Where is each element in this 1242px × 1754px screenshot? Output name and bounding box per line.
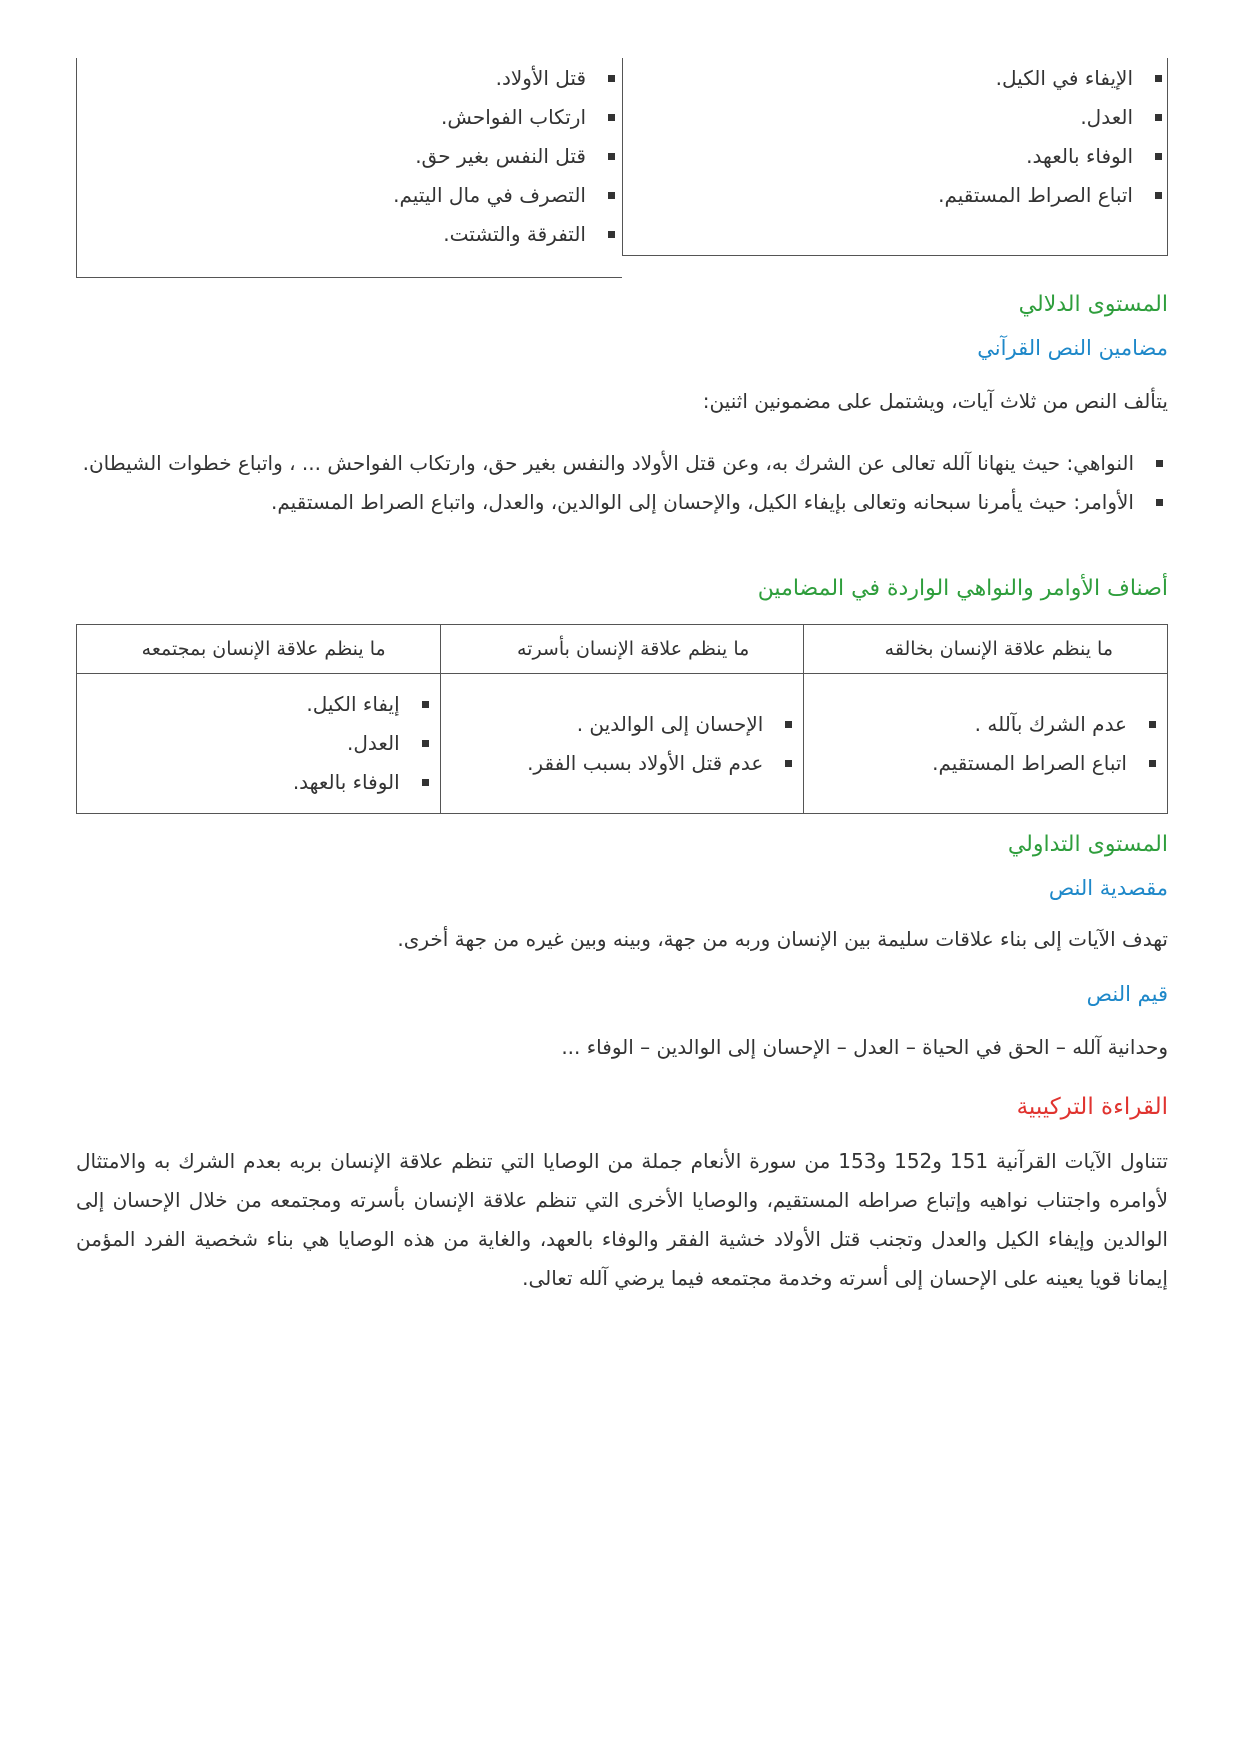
purpose-subheading: مقصدية النص xyxy=(1048,876,1168,900)
column-header: ما ينظم علاقة الإنسان بمجتمعه xyxy=(77,625,441,674)
table-row xyxy=(77,674,1168,814)
list-item: العدل. xyxy=(85,724,434,763)
square-bullet-icon xyxy=(608,114,615,121)
square-bullet-icon xyxy=(608,75,615,82)
square-bullet-icon xyxy=(422,740,429,747)
square-bullet-icon xyxy=(608,231,615,238)
list-item: التصرف في مال اليتيم. xyxy=(77,176,620,215)
square-bullet-icon xyxy=(1155,153,1162,160)
column-header: ما ينظم علاقة الإنسان بأسرته xyxy=(440,625,804,674)
column-header: ما ينظم علاقة الإنسان بخالقه xyxy=(804,625,1168,674)
square-bullet-icon xyxy=(1155,75,1162,82)
square-bullet-icon xyxy=(1149,760,1156,767)
purpose-paragraph: تهدف الآيات إلى بناء علاقات سليمة بين الإنسان وربه من جهة، وبينه وبين غيره من جهة أخرى. xyxy=(397,927,1168,951)
square-bullet-icon xyxy=(785,760,792,767)
semantic-level-heading: المستوى الدلالي xyxy=(1018,292,1168,317)
square-bullet-icon xyxy=(1155,192,1162,199)
list-item: اتباع الصراط المستقيم. xyxy=(623,176,1167,215)
square-bullet-icon xyxy=(608,153,615,160)
list-item: العدل. xyxy=(623,98,1167,137)
intro-paragraph: يتألف النص من ثلاث آيات، ويشتمل على مضمونين اثنين: xyxy=(702,389,1168,413)
synthetic-reading-paragraph: تتناول الآيات القرآنية 151 و152 و153 من سورة الأنعام جملة من الوصايا التي تنظم علاقة الإنسان بربه بعدم الشرك به والامتثال لأوامره واجتناب نواهيه وإتباع صراطه المستقيم، والوصايا الأخرى التي تنظم علاقة الإنسان بأسرته ومجتمعه من خلال الإحسان إلى الوالدين وإيفاء الكيل والعدل وتجنب قتل الأولاد خشية الفقر والوفاء بالعهد، والغاية من هذه الوصايا هي بناء شخصية الفرد المؤمن إيمانا قويا يعينه على الإحسان إلى أسرته وخدمة مجتمعه فيما يرضي آلله تعالى. xyxy=(76,1149,1168,1290)
list-item: الأوامر: حيث يأمرنا سبحانه وتعالى بإيفاء الكيل، والإحسان إلى الوالدين، والعدل، واتباع الصراط المستقيم. xyxy=(76,483,1168,522)
table-header-row xyxy=(77,625,1168,674)
square-bullet-icon xyxy=(1156,460,1163,467)
list-item: إيفاء الكيل. xyxy=(85,685,434,724)
square-bullet-icon xyxy=(608,192,615,199)
pragmatic-level-heading: المستوى التداولي xyxy=(1007,832,1168,857)
list-item: الإحسان إلى الوالدين . xyxy=(449,705,798,744)
prohibitions-column xyxy=(76,58,622,278)
square-bullet-icon xyxy=(1155,114,1162,121)
prohibitions-list xyxy=(77,59,622,254)
list-item: الوفاء بالعهد. xyxy=(85,763,434,802)
square-bullet-icon xyxy=(422,779,429,786)
synthetic-reading-heading: القراءة التركيبية xyxy=(1016,1094,1168,1120)
list-item: ارتكاب الفواحش. xyxy=(77,98,620,137)
categories-table xyxy=(76,624,1168,814)
square-bullet-icon xyxy=(1149,721,1156,728)
table-cell xyxy=(804,674,1168,814)
square-bullet-icon xyxy=(422,701,429,708)
commands-list xyxy=(623,59,1167,215)
list-item: الوفاء بالعهد. xyxy=(623,137,1167,176)
text-contents-subheading: مضامين النص القرآني xyxy=(977,336,1168,360)
list-item: عدم قتل الأولاد بسبب الفقر. xyxy=(449,744,798,783)
list-item: قتل الأولاد. xyxy=(77,59,620,98)
commands-column xyxy=(622,58,1168,256)
list-item: عدم الشرك بآلله . xyxy=(812,705,1161,744)
list-item: قتل النفس بغير حق. xyxy=(77,137,620,176)
square-bullet-icon xyxy=(1156,499,1163,506)
values-paragraph: وحدانية آلله – الحق في الحياة – العدل – الإحسان إلى الوالدين – الوفاء ... xyxy=(561,1035,1168,1059)
contents-list xyxy=(76,444,1168,522)
list-item: الإيفاء في الكيل. xyxy=(623,59,1167,98)
table-cell xyxy=(77,674,441,814)
values-subheading: قيم النص xyxy=(1086,982,1168,1006)
list-item: التفرقة والتشتت. xyxy=(77,215,620,254)
table-cell xyxy=(440,674,804,814)
commands-prohibitions-table xyxy=(76,58,1168,280)
list-item: النواهي: حيث ينهانا آلله تعالى عن الشرك به، وعن قتل الأولاد والنفس بغير حق، وارتكاب الفواحش ... ، واتباع خطوات الشيطان. xyxy=(76,444,1168,483)
categories-heading: أصناف الأوامر والنواهي الواردة في المضامين xyxy=(757,576,1168,601)
square-bullet-icon xyxy=(785,721,792,728)
list-item: اتباع الصراط المستقيم. xyxy=(812,744,1161,783)
